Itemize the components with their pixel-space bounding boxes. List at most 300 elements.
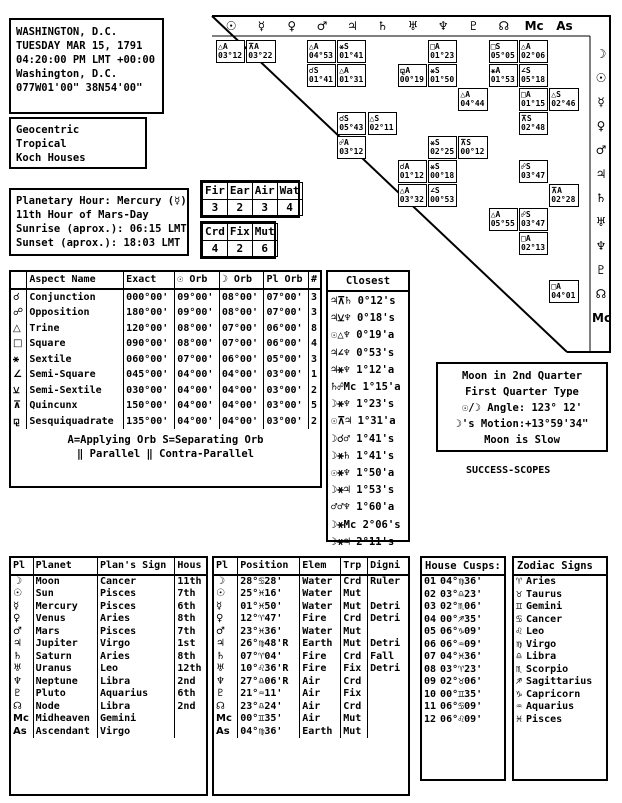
zodiac-cell: Aquarius xyxy=(526,701,575,712)
aspect-cell: 8 xyxy=(309,321,320,337)
planetary-hour xyxy=(9,188,189,256)
grid-col-glyph: ☉ xyxy=(225,19,237,33)
position-cell: ♂ xyxy=(216,625,225,637)
element-header: Wat xyxy=(277,183,302,200)
element-header: Air xyxy=(252,183,277,200)
table-row xyxy=(214,651,408,664)
aspect-cell: Semi-Sextile xyxy=(27,383,124,399)
aspect-cell: Opposition xyxy=(27,305,124,321)
position-cell: Mut xyxy=(341,601,368,614)
planet-cell: Jupiter xyxy=(33,638,97,651)
position-cell: Crd xyxy=(341,575,368,589)
aspects-footer-2: ‖ Parallel ‖ Contra-Parallel xyxy=(76,448,254,460)
position-cell: Crd xyxy=(341,613,368,626)
planet-cell: ♇ xyxy=(13,688,22,699)
aspect-cell: 045°00' xyxy=(124,367,175,383)
aspect-grid-cell: ☍A 03°12 xyxy=(337,136,366,159)
aspect-grid-cell: ⊼A 03°22 xyxy=(246,40,275,63)
closest-aspect: ☽⚹♄ 1°41's xyxy=(331,449,395,462)
aspect-cell: 06°00' xyxy=(219,352,264,368)
planet-cell: Mercury xyxy=(33,601,97,614)
position-cell: Detri xyxy=(368,663,408,676)
aspect-grid-cell: △A 02°06 xyxy=(519,40,548,63)
aspect-col-header: Exact xyxy=(124,272,175,289)
aspect-cell: 03°00' xyxy=(264,383,309,399)
planet-cell: 7th xyxy=(175,588,206,601)
mode-count: 4 xyxy=(203,240,228,257)
closest-title: Closest xyxy=(328,272,408,292)
aspect-cell: 08°00' xyxy=(175,336,220,352)
house-cusp-cell: 00°♊35' xyxy=(440,688,483,700)
aspect-grid-cell: ☌S 01°41 xyxy=(307,64,336,87)
table-row xyxy=(514,601,594,614)
closest-aspect: ☽⚹Mc 2°06's xyxy=(331,518,401,531)
moon-phase-line: First Quarter Type xyxy=(465,386,579,398)
position-cell: ♄ xyxy=(216,650,225,662)
planets-box xyxy=(9,556,208,796)
table-row xyxy=(11,613,206,626)
aspect-cell: ☍ xyxy=(13,307,24,318)
grid-row-glyph: ☽ xyxy=(595,47,607,61)
grid-col-glyph: ♅ xyxy=(407,19,419,33)
system-line: Geocentric xyxy=(16,124,80,136)
table-row xyxy=(11,414,320,430)
position-cell: Fix xyxy=(341,663,368,676)
aspect-grid-cell: ∠S 00°53 xyxy=(428,184,457,207)
position-cell: Mc xyxy=(216,713,232,724)
table-row xyxy=(11,352,320,368)
table-row xyxy=(214,626,408,639)
aspect-cell: 08°00' xyxy=(219,305,264,321)
table-row xyxy=(11,713,206,726)
zodiac-cell: Scorpio xyxy=(526,663,569,675)
table-row xyxy=(422,576,484,589)
position-cell xyxy=(368,676,408,689)
aspects-box xyxy=(9,270,322,488)
house-cusp-cell: 04°♍36' xyxy=(440,576,483,587)
position-cell: 00°♊35' xyxy=(238,713,300,726)
aspect-col-header: ☉ Orb xyxy=(175,272,220,289)
grid-row-glyph: ♇ xyxy=(595,263,607,277)
aspect-grid-cell: ⚹S 01°41 xyxy=(337,40,366,63)
aspect-cell: □ xyxy=(13,338,23,349)
table-row xyxy=(11,336,320,352)
position-cell: 12°♈47' xyxy=(238,613,300,626)
position-cell: ☊ xyxy=(216,700,225,712)
aspect-grid-cell: ☍S 03°47 xyxy=(519,208,548,231)
position-cell: 10°♌36'R xyxy=(238,663,300,676)
mode-header: Crd xyxy=(203,224,228,241)
closest-aspect: ☉⚹♆ 1°50'a xyxy=(331,467,395,480)
position-cell: ♅ xyxy=(216,663,225,674)
planet-cell: Aries xyxy=(97,651,174,664)
position-cell: Water xyxy=(300,588,341,601)
aspect-cell: 2 xyxy=(309,414,320,430)
planet-cell: Libra xyxy=(97,676,174,689)
aspect-grid-cell: △A 05°55 xyxy=(489,208,518,231)
table-row xyxy=(422,714,484,727)
table-row xyxy=(514,639,594,652)
planet-col-header: Planet xyxy=(33,558,97,575)
aspect-grid-cell: △A 01°31 xyxy=(337,64,366,87)
table-row xyxy=(214,663,408,676)
planetary-hour-line: Planetary Hour: Mercury (☿) xyxy=(16,195,187,207)
planet-cell: Virgo xyxy=(97,726,174,739)
house-cusp-cell: 04 xyxy=(424,613,437,625)
aspect-cell: 04°00' xyxy=(219,367,264,383)
aspect-cell: ☌ xyxy=(13,291,20,303)
planet-col-header: Hous xyxy=(175,558,206,575)
zodiac-table xyxy=(514,576,594,726)
aspect-grid-cell: △A 03°12 xyxy=(216,40,245,63)
table-row xyxy=(214,588,408,601)
zodiac-cell: ♍ xyxy=(516,638,523,650)
aspect-grid-cell: ⚹S 02°25 xyxy=(428,136,457,159)
table-row xyxy=(214,575,408,589)
position-cell: Mut xyxy=(341,638,368,651)
position-cell: Earth xyxy=(300,638,341,651)
table-row xyxy=(422,626,484,639)
aspect-cell: 090°00' xyxy=(124,336,175,352)
zodiac-cell: ♑ xyxy=(516,688,523,700)
planet-col-header: Plan's Sign xyxy=(97,558,174,575)
zodiac-cell: Leo xyxy=(526,626,545,637)
grid-row-glyph: ☉ xyxy=(595,71,607,85)
positions-table xyxy=(214,558,408,738)
moon-phase-line: ☉/☽ Angle: 123° 12' xyxy=(461,402,583,414)
position-cell: ☽ xyxy=(216,575,225,587)
aspect-cell: 07°00' xyxy=(219,336,264,352)
table-row xyxy=(11,688,206,701)
table-row xyxy=(11,289,320,306)
position-cell xyxy=(368,626,408,639)
planet-cell: Venus xyxy=(33,613,97,626)
table-row xyxy=(514,626,594,639)
aspect-cell: 08°00' xyxy=(175,321,220,337)
position-cell: Water xyxy=(300,575,341,589)
planetary-hour-line: Sunrise (aprox.): 06:15 LMT xyxy=(16,223,187,235)
table-row xyxy=(11,398,320,414)
table-row xyxy=(11,305,320,321)
planet-cell: ♅ xyxy=(13,663,22,674)
aspect-grid-cell: △A 03°32 xyxy=(398,184,427,207)
house-cusp-cell: 06°♌09' xyxy=(440,713,483,725)
planet-cell: 8th xyxy=(175,613,206,626)
house-cusp-cell: 05 xyxy=(424,626,437,637)
table-row xyxy=(422,651,484,664)
position-cell: ♀ xyxy=(216,613,224,624)
element-count: 3 xyxy=(203,199,228,216)
closest-aspect: ☉⊼♃ 1°31'a xyxy=(331,415,396,428)
aspect-cell: Trine xyxy=(27,321,124,337)
house-cusp-cell: 10 xyxy=(424,688,437,700)
house-cusp-cell: 11 xyxy=(424,701,437,712)
table-row xyxy=(214,676,408,689)
moon-phase-line: ☽'s Motion:+13°59'34" xyxy=(455,418,589,430)
zodiac-cell: ♌ xyxy=(516,626,523,637)
zodiac-title: Zodiac Signs xyxy=(514,558,606,576)
aspect-grid-cell: ☍S 03°47 xyxy=(519,160,548,183)
aspect-cell: 06°00' xyxy=(264,321,309,337)
zodiac-cell: ♐ xyxy=(516,676,523,687)
aspect-cell: 1 xyxy=(309,367,320,383)
aspect-grid-cell: ⚹S 01°50 xyxy=(428,64,457,87)
planet-cell: ☿ xyxy=(13,600,20,612)
aspect-cell: 03°00' xyxy=(264,414,309,430)
aspect-col-header: # xyxy=(309,272,320,289)
grid-col-glyph: ☊ xyxy=(498,19,510,33)
planet-cell: Pisces xyxy=(97,588,174,601)
aspect-cell: 04°00' xyxy=(219,414,264,430)
planetary-hour-line: 11th Hour of Mars-Day xyxy=(16,209,149,221)
aspect-cell: 07°00' xyxy=(264,305,309,321)
table-row xyxy=(422,689,484,702)
house-cusps-table xyxy=(422,576,484,726)
aspect-cell: 03°00' xyxy=(264,398,309,414)
aspect-cell: Semi-Square xyxy=(27,367,124,383)
closest-aspect: ♂♂♆ 1°60'a xyxy=(331,501,395,514)
element-header: Fir xyxy=(203,183,228,200)
system-line: Tropical xyxy=(16,138,67,150)
header-line: 04:20:00 PM LMT +00:00 xyxy=(16,54,156,66)
aspect-cell: 04°00' xyxy=(175,414,220,430)
table-row xyxy=(214,713,408,726)
grid-col-glyph: ♀ xyxy=(287,19,297,33)
position-cell: Crd xyxy=(341,651,368,664)
zodiac-cell: Aries xyxy=(526,576,557,587)
table-row xyxy=(514,676,594,689)
position-col-header: Digni xyxy=(368,558,408,575)
planet-cell: Gemini xyxy=(97,713,174,726)
planet-cell: 2nd xyxy=(175,701,206,714)
closest-aspect: ☽⚹♃ 2°11's xyxy=(331,535,395,548)
aspect-cell: 150°00' xyxy=(124,398,175,414)
planet-cell: 11th xyxy=(175,575,206,589)
aspect-grid-cell: ⊼S 00°12 xyxy=(458,136,487,159)
position-cell: Mut xyxy=(341,588,368,601)
planet-cell: Mc xyxy=(13,713,29,724)
table-row xyxy=(422,614,484,627)
aspect-cell: 2 xyxy=(309,383,320,399)
position-cell: Air xyxy=(300,676,341,689)
zodiac-cell: Sagittarius xyxy=(526,676,593,687)
closest-aspect: ♄☍Mc 1°15'a xyxy=(331,381,401,394)
zodiac-cell: Pisces xyxy=(526,713,563,725)
planet-cell: ☉ xyxy=(13,588,22,599)
position-cell: Ruler xyxy=(368,575,408,589)
position-cell: As xyxy=(216,725,230,737)
house-cusp-cell: 02°♉06' xyxy=(440,676,483,687)
table-row xyxy=(11,663,206,676)
aspect-grid-cell: ⚼A 00°19 xyxy=(398,64,427,87)
aspect-cell: 3 xyxy=(309,352,320,368)
aspect-cell: 09°00' xyxy=(175,289,220,306)
table-row xyxy=(11,383,320,399)
position-cell: Air xyxy=(300,701,341,714)
element-count: 4 xyxy=(277,199,302,216)
position-cell: 28°♋28' xyxy=(238,575,300,589)
table-row xyxy=(214,688,408,701)
grid-row-glyph: ♀ xyxy=(596,119,606,133)
position-cell: Detri xyxy=(368,613,408,626)
house-cusp-cell: 02 xyxy=(424,588,437,600)
planet-cell: 8th xyxy=(175,651,206,664)
header-line: TUESDAY MAR 15, 1791 xyxy=(16,40,143,52)
house-cusps-box xyxy=(420,556,506,781)
table-row xyxy=(11,321,320,337)
aspect-cell: 000°00' xyxy=(124,289,175,306)
mode-header: Fix xyxy=(227,224,252,241)
position-cell: Fire xyxy=(300,613,341,626)
planet-cell: Aquarius xyxy=(97,688,174,701)
aspect-cell: 03°00' xyxy=(264,367,309,383)
table-row xyxy=(214,613,408,626)
planet-cell: ♂ xyxy=(13,625,22,637)
position-cell: Crd xyxy=(341,676,368,689)
position-cell: Fire xyxy=(300,663,341,676)
position-cell: Water xyxy=(300,601,341,614)
moon-phase-line: Moon in 2nd Quarter xyxy=(461,370,583,382)
grid-col-glyph: ♃ xyxy=(346,19,358,33)
moon-phase-box xyxy=(436,362,608,452)
table-row xyxy=(214,601,408,614)
position-cell: Mut xyxy=(341,713,368,726)
position-cell xyxy=(368,588,408,601)
position-cell: Fix xyxy=(341,688,368,701)
house-cusp-cell: 03 xyxy=(424,601,437,612)
zodiac-cell: ♏ xyxy=(516,663,523,675)
planet-cell: Cancer xyxy=(97,575,174,589)
table-row xyxy=(422,701,484,714)
mode-count: 6 xyxy=(252,240,277,257)
table-row xyxy=(11,651,206,664)
closest-aspect: ☉△♆ 0°19'a xyxy=(331,329,395,342)
aspect-grid-cell: ∠S 05°18 xyxy=(519,64,548,87)
zodiac-cell: Taurus xyxy=(526,588,563,600)
system-lines xyxy=(16,123,140,165)
planet-cell xyxy=(175,726,206,739)
aspect-cell: 120°00' xyxy=(124,321,175,337)
closest-aspect: ☽☌♂ 1°41's xyxy=(331,432,395,445)
aspect-cell: △ xyxy=(13,322,21,334)
house-cusp-cell: 06°♒09' xyxy=(440,638,483,650)
aspect-cell: ⚼ xyxy=(13,415,20,427)
planets-table xyxy=(11,558,206,738)
aspect-cell: Conjunction xyxy=(27,289,124,306)
planet-cell: Libra xyxy=(97,701,174,714)
aspect-col-header: ☽ Orb xyxy=(219,272,264,289)
zodiac-cell: Cancer xyxy=(526,613,563,625)
closest-aspect: ♃∠♆ 0°53's xyxy=(331,346,395,359)
planetary-hour-lines xyxy=(16,194,187,250)
grid-col-glyph: ☿ xyxy=(257,19,266,33)
planet-cell: Node xyxy=(33,701,97,714)
aspect-cell: 135°00' xyxy=(124,414,175,430)
table-row xyxy=(11,601,206,614)
grid-col-glyph: ♂ xyxy=(316,19,328,33)
aspect-cell: ⚹ xyxy=(13,353,19,365)
position-cell: 07°♈04' xyxy=(238,651,300,664)
house-cusp-cell: 07 xyxy=(424,651,437,662)
planet-cell: ☊ xyxy=(13,700,22,712)
zodiac-box xyxy=(512,556,608,781)
zodiac-cell: Gemini xyxy=(526,601,563,612)
position-cell: 25°♓16' xyxy=(238,588,300,601)
aspect-grid-cell: □S 05°05 xyxy=(489,40,518,63)
position-col-header: Position xyxy=(238,558,300,575)
closest-aspect: ♃⚺♆ 0°18's xyxy=(331,312,395,325)
table-row xyxy=(422,676,484,689)
table-row xyxy=(514,614,594,627)
grid-row-glyph: ♂ xyxy=(595,143,607,157)
aspects-footer-1: A=Applying Orb S=Separating Orb xyxy=(67,434,264,446)
table-row xyxy=(514,651,594,664)
position-col-header: Pl xyxy=(214,558,238,575)
planet-cell xyxy=(175,713,206,726)
planet-cell: Uranus xyxy=(33,663,97,676)
house-cusp-cell: 03°♈23' xyxy=(440,663,483,675)
planet-cell: Pisces xyxy=(97,626,174,639)
table-row xyxy=(514,576,594,589)
grid-row-glyph: ☿ xyxy=(597,95,605,109)
zodiac-cell: Virgo xyxy=(526,638,557,650)
planet-cell: 2nd xyxy=(175,676,206,689)
aspect-grid-cell: ⚹S 00°18 xyxy=(428,160,457,183)
aspect-cell: Quincunx xyxy=(27,398,124,414)
planet-cell: Aries xyxy=(97,613,174,626)
aspect-cell: Sesquiquadrate xyxy=(27,414,124,430)
aspect-cell: 4 xyxy=(309,336,320,352)
position-cell: Mut xyxy=(341,726,368,739)
zodiac-cell: ♒ xyxy=(516,701,523,712)
planet-cell: ♀ xyxy=(13,613,21,624)
table-row xyxy=(11,701,206,714)
house-cusp-cell: 00°♐35' xyxy=(440,613,483,625)
house-cusp-cell: 08 xyxy=(424,663,437,675)
planet-cell: ☽ xyxy=(13,575,22,587)
aspect-grid-cell: ⚹A 01°53 xyxy=(489,64,518,87)
position-cell: Mut xyxy=(341,626,368,639)
aspect-grid-cell: □A 01°23 xyxy=(428,40,457,63)
grid-col-glyph: ♆ xyxy=(437,19,449,33)
aspect-grid-cell: △S 02°11 xyxy=(368,112,397,135)
aspect-cell: 04°00' xyxy=(175,383,220,399)
aspect-grid-cell: ☌S 05°43 xyxy=(337,112,366,135)
position-cell: Water xyxy=(300,626,341,639)
table-row xyxy=(514,664,594,677)
planet-cell: Ascendant xyxy=(33,726,97,739)
house-cusp-cell: 12 xyxy=(424,713,437,725)
position-cell: 21°♒11' xyxy=(238,688,300,701)
table-row xyxy=(11,575,206,589)
house-cusp-cell: 02°♏06' xyxy=(440,601,483,612)
planet-cell: Neptune xyxy=(33,676,97,689)
table-row xyxy=(514,701,594,714)
planet-cell: As xyxy=(13,725,27,737)
planet-cell: 6th xyxy=(175,601,206,614)
planet-col-header: Pl xyxy=(11,558,33,575)
grid-row-glyph: ♅ xyxy=(595,215,607,229)
aspect-col-header xyxy=(11,272,27,289)
aspect-cell: 5 xyxy=(309,398,320,414)
aspect-cell: 04°00' xyxy=(219,398,264,414)
grid-row-glyph: ♄ xyxy=(595,191,607,205)
closest-aspect: ☽⚹♃ 1°53's xyxy=(331,484,395,497)
aspect-grid-cell: □A 02°13 xyxy=(519,232,548,255)
table-row xyxy=(11,588,206,601)
planetary-hour-line: Sunset (aprox.): 18:03 LMT xyxy=(16,237,181,249)
header-lines xyxy=(16,25,157,95)
